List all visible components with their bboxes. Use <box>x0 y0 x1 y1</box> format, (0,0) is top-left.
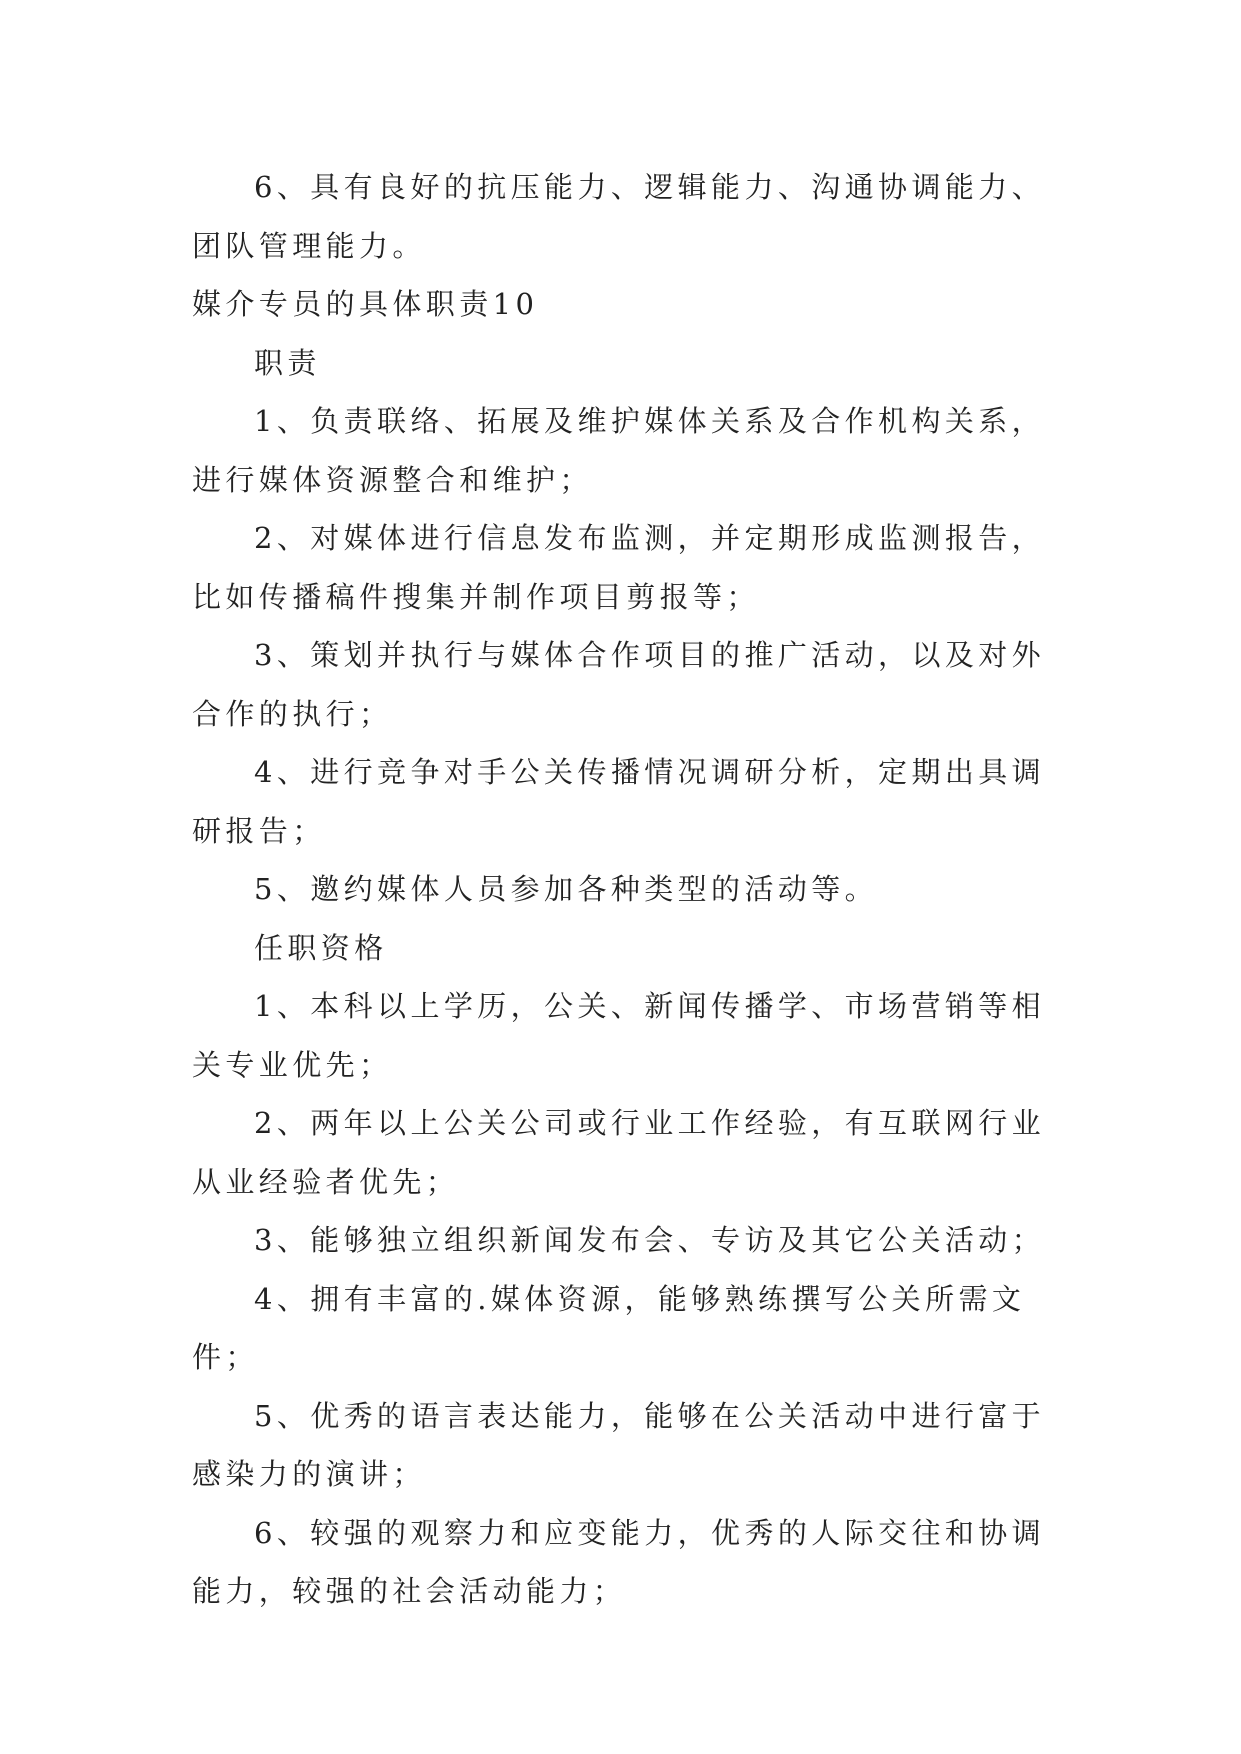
subheading-qualifications: 任职资格 <box>254 930 388 965</box>
paragraph-requirement-6: 6、具有良好的抗压能力、逻辑能力、沟通协调能力、团队管理能力。 <box>192 170 1046 263</box>
paragraph-qualification-1: 1、本科以上学历，公关、新闻传播学、市场营销等相关专业优先； <box>192 989 1046 1082</box>
document-body <box>192 158 1052 1621</box>
paragraph-qualification-5: 5、优秀的语言表达能力，能够在公关活动中进行富于感染力的演讲； <box>192 1398 1046 1491</box>
paragraph-duty-5: 5、邀约媒体人员参加各种类型的活动等。 <box>254 872 879 906</box>
paragraph-qualification-2: 2、两年以上公关公司或行业工作经验，有互联网行业从业经验者优先； <box>192 1106 1046 1199</box>
paragraph-qualification-3: 3、能够独立组织新闻发布会、专访及其它公关活动； <box>254 1223 1046 1257</box>
paragraph-duty-2: 2、对媒体进行信息发布监测，并定期形成监测报告，比如传播稿件搜集并制作项目剪报等； <box>192 521 1046 614</box>
paragraph-qualification-4: 4、拥有丰富的.媒体资源，能够熟练撰写公关所需文件； <box>192 1281 1026 1374</box>
paragraph-duty-1: 1、负责联络、拓展及维护媒体关系及合作机构关系，进行媒体资源整合和维护； <box>192 404 1046 497</box>
paragraph-duty-3: 3、策划并执行与媒体合作项目的推广活动，以及对外合作的执行； <box>192 638 1046 731</box>
paragraph-qualification-6: 6、较强的观察力和应变能力，优秀的人际交往和协调能力，较强的社会活动能力； <box>192 1515 1046 1608</box>
paragraph-duty-4: 4、进行竞争对手公关传播情况调研分析，定期出具调研报告； <box>192 755 1046 848</box>
section-heading: 媒介专员的具体职责10 <box>192 287 539 321</box>
subheading-duties: 职责 <box>254 345 321 380</box>
